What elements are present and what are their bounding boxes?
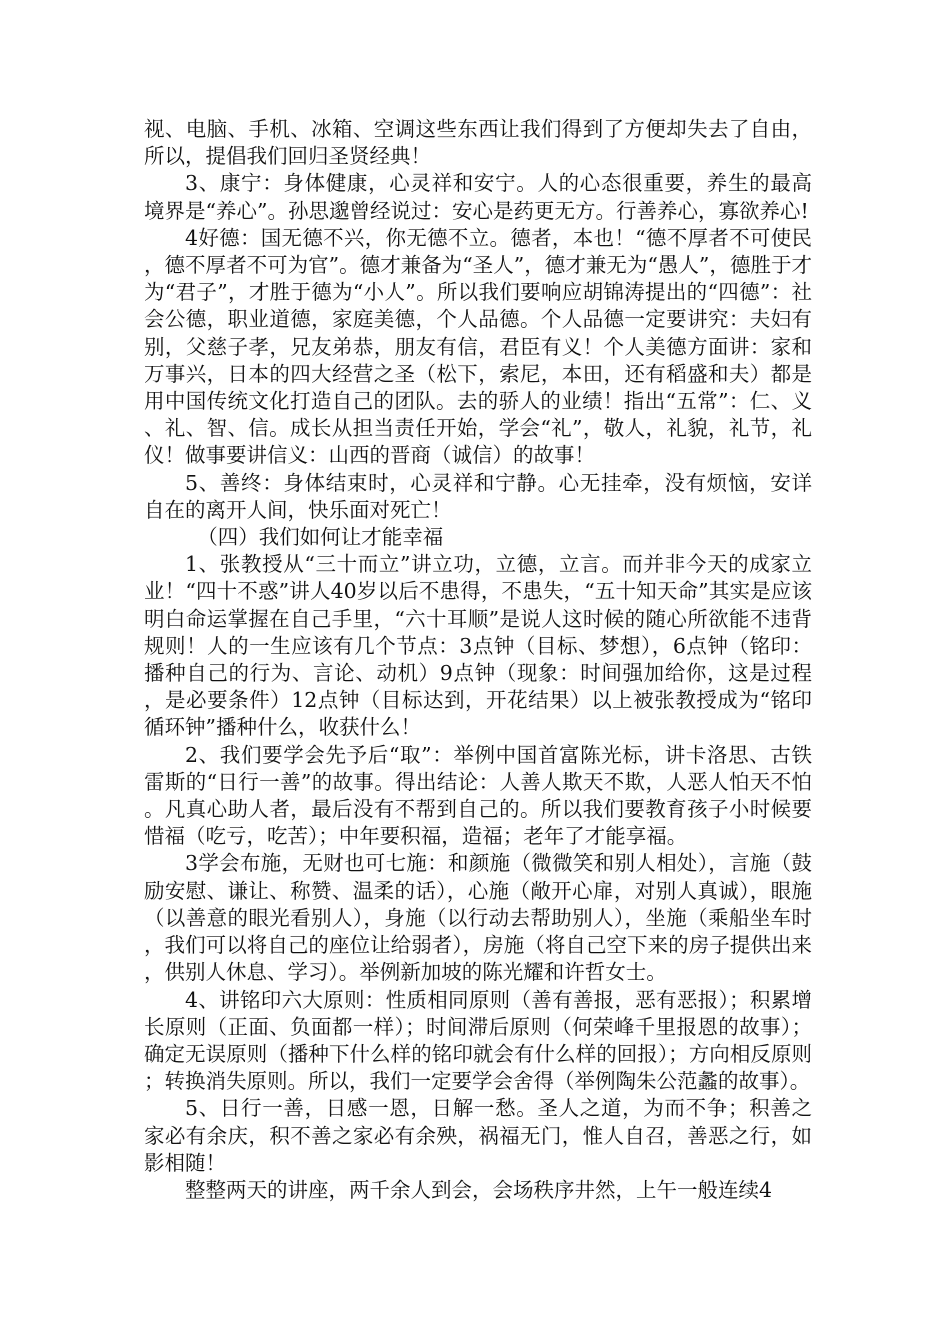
paragraph-kangning: 3、康宁：身体健康，心灵祥和安宁。人的心态很重要，养生的最高境界是“养心”。孙思邈曾经说过：安心是药更无方。行善养心，寡欲养心! <box>144 171 812 223</box>
section-heading: （四）我们如何让才能幸福 <box>197 525 444 550</box>
paragraph-point-5: 5、日行一善，日感一恩，日解一愁。圣人之道，为而不争；积善之家必有余庆，积不善之家必有余殃，祸福无门，惟人自召，善恶之行，如影相随！ <box>144 1096 812 1175</box>
paragraph-point-2: 2、我们要学会先予后“取”：举例中国首富陈光标，讲卡洛思、古铁雷斯的“日行一善”的故事。得出结论：人善人欺天不欺，人恶人怕天不怕。凡真心助人者，最后没有不帮到自己的。所以我们要教育孩子小时候要惜福（吃亏，吃苦）；中年要积福，造福；老年了才能享福。 <box>144 742 812 849</box>
paragraph-closing: 整整两天的讲座，两千余人到会，会场秩序井然，上午一般连续4 <box>185 1177 773 1202</box>
paragraph-haode: 4好德：国无德不兴，你无德不立。德者，本也！“德不厚者不可使民，德不厚者不可为官”。德才兼备为“圣人”，德才兼无为“愚人”，德胜于才为“君子”，才胜于德为“小人”。所以我们要响应胡锦涛提出的“四德”：社会公德，职业道德，家庭美德，个人品德。个人品德一定要讲究：夫妇有别，父慈子孝，兄友弟恭，朋友有信，君臣有义！个人美德方面讲：家和万事兴，日本的四大经营之圣（松下，索尼，本田，还有稻盛和夫）都是用中国传统文化打造自己的团队。去的骄人的业绩！指出“五常”：仁、义、礼、智、信。成长从担当责任开始，学会“礼”，敬人，礼貌，礼节，礼仪！做事要讲信义：山西的晋商（诚信）的故事！ <box>144 225 812 468</box>
paragraph-point-4: 4、讲铭印六大原则：性质相同原则（善有善报，恶有恶报）；积累增长原则（正面、负面都一样）；时间滞后原则（何荣峰千里报恩的故事）；确定无误原则（播种下什么样的铭印就会有什么样的回报）；方向相反原则；转换消失原则。所以，我们一定要学会舍得（举例陶朱公范蠡的故事）。 <box>144 987 812 1094</box>
paragraph-point-3: 3学会布施，无财也可七施：和颜施（微微笑和别人相处），言施（鼓励安慰、谦让、称赞、温柔的话），心施（敞开心扉，对别人真诚），眼施（以善意的眼光看别人），身施（以行动去帮助别人），坐施（乘船坐车时，我们可以将自己的座位让给弱者），房施（将自己空下来的房子提供出来，供别人休息、学习）。举例新加坡的陈光耀和许哲女士。 <box>144 851 812 985</box>
paragraph-point-1: 1、张教授从“三十而立”讲立功，立德，立言。而并非今天的成家立业！“四十不惑”讲人40岁以后不患得，不患失，“五十知天命”其实是应该明白命运掌握在自己手里，“六十耳顺”是说人这时候的随心所欲能不违背规则！人的一生应该有几个节点：3点钟（目标、梦想），6点钟（铭印：播种自己的行为、言论、动机）9点钟（现象：时间强加给你，这是过程，是必要条件）12点钟（目标达到，开花结果）以上被张教授成为“铭印循环钟”播种什么，收获什么！ <box>144 552 812 740</box>
paragraph-shanzhong: 5、善终：身体结束时，心灵祥和宁静。心无挂牵，没有烦恼，安详自在的离开人间，快乐面对死亡！ <box>144 470 812 522</box>
paragraph-continuation: 视、电脑、手机、冰箱、空调这些东西让我们得到了方便却失去了自由，所以，提倡我们回归圣贤经典！ <box>144 117 812 169</box>
document-body <box>144 116 812 1204</box>
